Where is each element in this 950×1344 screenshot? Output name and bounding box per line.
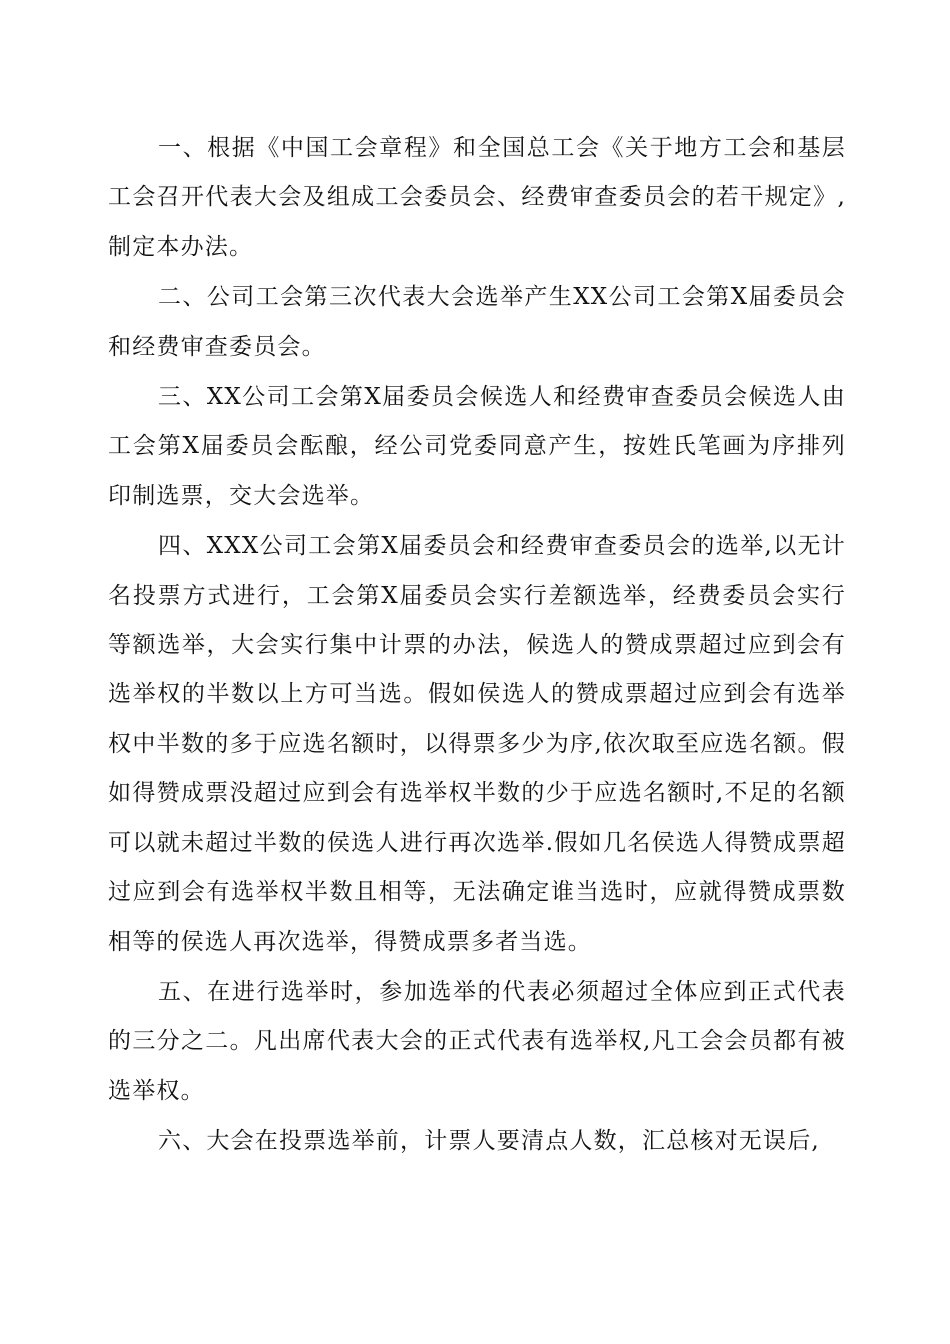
paragraph-4: 四、XXX公司工会第X届委员会和经费审查委员会的选举,以无计名投票方式进行，工会第X届委员会实行差额选举，经费委员会实行等额选举，大会实行集中计票的办法，候选人的赞成票超过应到会有选举权的半数以上方可当选。假如侯选人的赞成票超过应到会有选举权中半数的多于应选名额时，以得票多少为序,依次取至应选名额。假如得赞成票没超过应到会有选举权半数的少于应选名额时,不足的名额可以就未超过半数的侯选人进行再次选举.假如几名侯选人得赞成票超过应到会有选举权半数且相等，无法确定谁当选时，应就得赞成票数相等的侯选人再次选举，得赞成票多者当选。 xyxy=(108,533,846,955)
document-body xyxy=(108,124,846,1168)
paragraph-5: 五、在进行选举时，参加选举的代表必须超过全体应到正式代表的三分之二。凡出席代表大会的正式代表有选举权,凡工会会员都有被选举权。 xyxy=(108,978,846,1104)
paragraph-1: 一、根据《中国工会章程》和全国总工会《关于地方工会和基层工会召开代表大会及组成工会委员会、经费审查委员会的若干规定》,制定本办法。 xyxy=(108,135,846,260)
paragraph-3: 三、XX公司工会第X届委员会候选人和经费审查委员会候选人由工会第X届委员会酝酿，经公司党委同意产生，按姓氏笔画为序排列印制选票，交大会选举。 xyxy=(108,384,846,509)
paragraph-6: 六、大会在投票选举前，计票人要清点人数，汇总核对无误后, xyxy=(158,1128,820,1155)
paragraph-2: 二、公司工会第三次代表大会选举产生XX公司工会第X届委员会和经费审查委员会。 xyxy=(108,284,846,360)
